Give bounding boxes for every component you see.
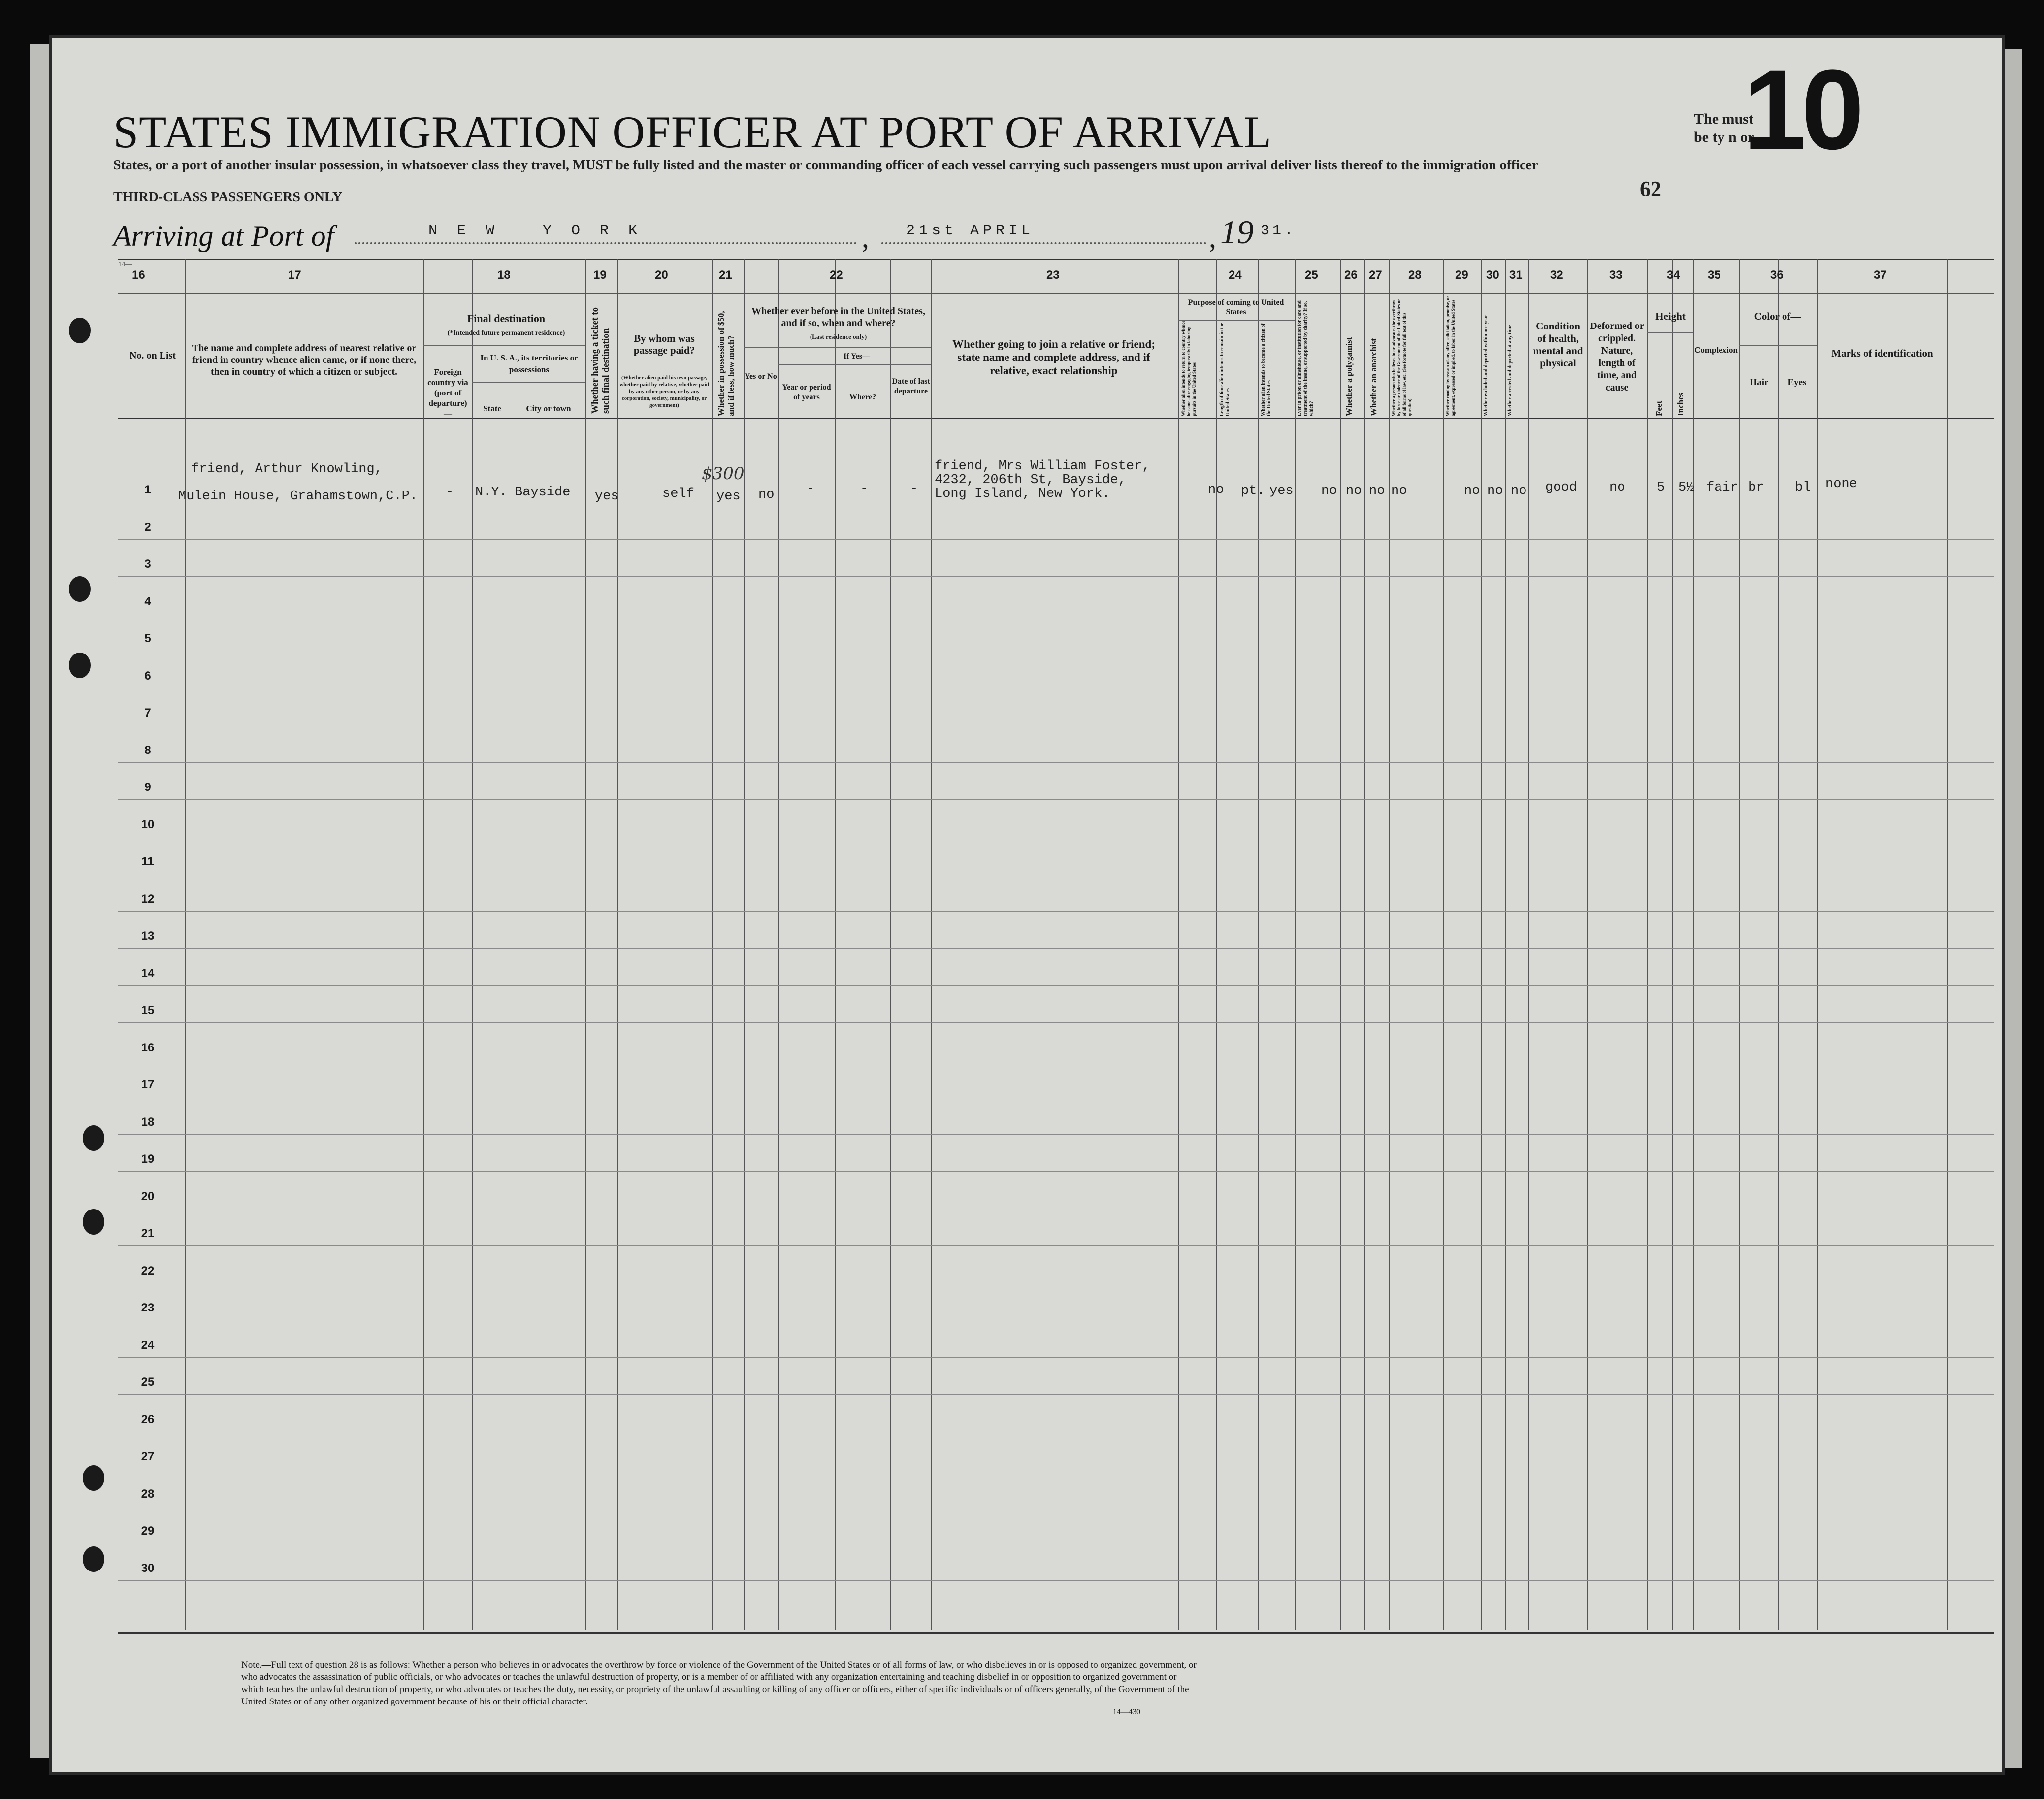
page-number: 62 — [1640, 177, 1661, 201]
column-number: 18 — [497, 268, 511, 282]
port-value: NEW YORK — [428, 223, 657, 239]
column-number: 27 — [1369, 268, 1382, 282]
binding-hole — [83, 1209, 104, 1235]
footnote: Note.—Full text of question 28 is as follows: Whether a person who believes in or advocates the overthrow by force or violence of the Government of the United States or of all forms of law, or who disbelieves in or is opposed to organized government, or who advocates the assassination of public officials, or who advocates or teaches the unlawful destruction of property, or is a member of or affiliated with any organization entertaining and teaching disbelief in or opposition to organized government or which teaches the unlawful destruction of property, or who advocates or teaches the duty, necessity, or propriety of the unlawful assaulting or killing of any officer or officers, either of specific individuals or of officers generally, of the Government of the United States or of any other organized government because of his or their official character. — [241, 1660, 1197, 1707]
foreign-country: - — [446, 485, 454, 500]
header-polygamist: Whether a polygamist — [1344, 337, 1354, 416]
subheader-rule — [744, 347, 931, 348]
excluded-value: no — [1487, 484, 1503, 498]
relative-line1: friend, Arthur Knowling, — [191, 462, 383, 477]
subheader-rule — [1739, 345, 1817, 346]
header-hair: Hair — [1750, 377, 1769, 388]
row-number: 21 — [141, 1227, 155, 1240]
row-number: 18 — [141, 1115, 155, 1129]
row-number: 17 — [141, 1078, 155, 1091]
column-number: 30 — [1486, 268, 1499, 282]
port-dotted-line — [355, 242, 857, 244]
typed-note-line1: The must — [1694, 111, 1753, 127]
header-final-destination: Final destination — [467, 312, 546, 325]
column-number: 16 — [132, 268, 145, 282]
health-value: good — [1545, 480, 1577, 495]
page-title: STATES IMMIGRATION OFFICER AT PORT OF ARRIVAL — [113, 107, 1272, 157]
date-departure-value: - — [910, 482, 918, 496]
header-citizen: Whether alien intends to become a citizen of the United States — [1261, 323, 1272, 416]
column-line — [1481, 259, 1482, 1630]
row-number: 20 — [141, 1189, 155, 1203]
column-line — [835, 259, 836, 1630]
header-final-note: (*Intended future permanent residence) — [447, 329, 565, 337]
column-line — [585, 259, 586, 1630]
row-number: 6 — [144, 669, 151, 683]
hair-value: br — [1748, 480, 1764, 495]
polygamist-value: no — [1346, 484, 1362, 498]
column-line — [1443, 259, 1444, 1630]
column-line — [617, 259, 618, 1630]
header-passage-note: (Whether alien paid his own passage, whether paid by relative, whether paid by any other person, or by any corporation, society, municipality, or government) — [619, 375, 709, 408]
column-number: 26 — [1344, 268, 1358, 282]
header-complexion: Complexion — [1694, 345, 1738, 355]
header-length: Length of time alien intends to remain in the United States — [1219, 323, 1231, 416]
header-q28: Whether a person who believes in or advocates the overthrow by force or violence of the Government of the United States or of all forms of law, etc. (See footnote for full text of this question) — [1391, 299, 1412, 416]
column-line — [1817, 259, 1818, 1630]
labor-value: no — [1464, 484, 1480, 498]
header-eyes: Eyes — [1787, 377, 1807, 388]
row-number: 4 — [144, 594, 151, 608]
header-foreign-country: Foreign country via (port of departure)— — [427, 367, 468, 418]
row-number: 9 — [144, 781, 151, 794]
before-us-value: no — [758, 488, 775, 502]
subheader-rule — [1647, 332, 1693, 333]
comma: , — [862, 221, 869, 254]
subheader-rule — [472, 382, 585, 383]
row-number: 14 — [141, 966, 155, 980]
deported-value: no — [1511, 484, 1527, 498]
header-date-departure: Date of last departure — [892, 377, 930, 395]
binding-hole — [69, 653, 91, 678]
money-handwritten: $300 — [702, 464, 745, 484]
header-usa: In U. S. A., its territories or possessions — [480, 353, 578, 374]
row-rule — [118, 799, 1994, 800]
page-right-edge — [2000, 49, 2022, 1768]
header-excluded: Whether excluded and deported within one year — [1483, 315, 1489, 416]
join-line1: friend, Mrs William Foster, — [935, 459, 1150, 474]
header-marks: Marks of identification — [1831, 347, 1933, 359]
date-value: 21st APRIL — [906, 223, 1035, 239]
header-passage: By whom was passage paid? — [633, 332, 695, 356]
inches-value: 5½ — [1678, 480, 1694, 495]
row-rule — [118, 539, 1994, 540]
header-purpose: Purpose of coming to United States — [1188, 298, 1284, 316]
row-rule — [118, 1134, 1994, 1135]
header-no-on-list: No. on List — [130, 350, 176, 361]
column-number: 33 — [1609, 268, 1622, 282]
row-number: 24 — [141, 1338, 155, 1352]
year-value: - — [807, 482, 815, 496]
column-number: 34 — [1667, 268, 1680, 282]
header-before-note: (Last residence only) — [810, 333, 867, 340]
subheader-rule — [1178, 320, 1295, 321]
header-deported: Whether arrested and deported at any time — [1507, 325, 1513, 416]
form-number: 14—430 — [1113, 1708, 1140, 1716]
binding-hole — [83, 1465, 104, 1491]
header-deformed: Deformed or crippled. Nature, length of time, and cause — [1590, 321, 1644, 393]
column-number: 36 — [1770, 268, 1784, 282]
header-if-yes: If Yes— — [843, 352, 871, 360]
row-number: 15 — [141, 1004, 155, 1017]
where-value: - — [860, 482, 869, 496]
binding-hole — [83, 1125, 104, 1151]
row-number: 10 — [141, 818, 155, 831]
column-number: 24 — [1229, 268, 1242, 282]
column-line — [1258, 259, 1259, 1630]
column-line — [472, 259, 473, 1630]
subheader-rule — [778, 364, 931, 365]
state-value: N.Y. — [475, 485, 507, 500]
column-number: 23 — [1046, 268, 1060, 282]
row-number: 1 — [144, 483, 151, 496]
row-rule — [118, 1171, 1994, 1172]
column-line — [778, 259, 779, 1630]
column-number: 35 — [1708, 268, 1721, 282]
date-dotted-line — [881, 242, 1206, 244]
city-value: Bayside — [515, 485, 571, 500]
feet-value: 5 — [1657, 480, 1665, 495]
row-number: 30 — [141, 1561, 155, 1575]
row-number: 25 — [141, 1375, 155, 1389]
anarchist-value: no — [1369, 484, 1385, 498]
header-bottom-rule — [118, 418, 1994, 419]
row-number: 16 — [141, 1041, 155, 1054]
header-where: Where? — [849, 393, 876, 401]
column-line — [1647, 259, 1648, 1630]
column-number: 21 — [719, 268, 732, 282]
year-suffix: 31. — [1261, 223, 1297, 239]
row-number: 12 — [141, 892, 155, 906]
arriving-label: Arriving at Port of — [113, 220, 334, 252]
header-yes-no: Yes or No — [745, 372, 777, 381]
column-line — [1389, 259, 1390, 1630]
row-number: 23 — [141, 1301, 155, 1314]
column-number: 20 — [655, 268, 668, 282]
header-anarchist: Whether an anarchist — [1369, 338, 1378, 416]
column-number: 37 — [1874, 268, 1887, 282]
column-line — [1216, 259, 1217, 1630]
row-number: 13 — [141, 929, 155, 943]
header-before-us: Whether ever before in the United States, and if so, when and where? — [751, 306, 925, 328]
citizen-value: yes — [1269, 484, 1294, 498]
join-line2: 4232, 206th St, Bayside, — [935, 473, 1126, 488]
header-join: Whether going to join a relative or friend; state name and complete address, and if relative, exact relationship — [952, 338, 1156, 377]
column-line — [423, 259, 424, 1630]
header-feet: Feet — [1655, 400, 1664, 416]
row-rule — [118, 1394, 1994, 1395]
relative-line2: Mulein House, Grahamstown,C.P. — [178, 489, 418, 504]
header-return: Whether alien intends to return to country whence he came after engaging temporarily in laboring pursuits in the United States — [1181, 320, 1197, 416]
column-line — [1947, 259, 1948, 1630]
row-number: 8 — [144, 743, 151, 757]
column-line — [1739, 259, 1740, 1630]
row-rule — [118, 1357, 1994, 1358]
column-line — [1178, 259, 1179, 1630]
header-color: Color of— — [1754, 310, 1801, 322]
header-health: Condition of health, mental and physical — [1533, 320, 1583, 369]
length-value: pt. — [1241, 484, 1265, 498]
row-number: 3 — [144, 557, 151, 571]
column-number: 19 — [593, 268, 607, 282]
row-rule — [118, 1022, 1994, 1023]
row-number: 19 — [141, 1152, 155, 1166]
column-line — [1587, 259, 1588, 1630]
comma: , — [1209, 221, 1216, 254]
column-number: 22 — [830, 268, 843, 282]
column-line — [1672, 259, 1673, 1630]
subtitle: States, or a port of another insular possession, in whatsoever class they travel, MUST be fully listed and the master or commanding officer of each vessel carrying such passengers must upon arrival deliver lists thereof to the immigration officer — [113, 158, 1538, 173]
header-money: Whether in possession of $50, and if less, how much? — [716, 311, 736, 416]
subheader-rule — [423, 345, 585, 346]
row-rule — [118, 762, 1994, 763]
row-number: 26 — [141, 1412, 155, 1426]
header-ticket: Whether having a ticket to such final destination — [590, 307, 611, 414]
column-line — [1340, 259, 1341, 1630]
header-height: Height — [1655, 310, 1686, 322]
prison-value: no — [1321, 484, 1337, 498]
row-number: 27 — [141, 1450, 155, 1463]
header-inches: Inches — [1676, 393, 1685, 416]
binding-hole — [69, 576, 91, 602]
row-rule — [118, 576, 1994, 577]
row-number: 7 — [144, 706, 151, 720]
corner-mark: 14— — [118, 261, 132, 268]
row-number: 28 — [141, 1487, 155, 1501]
column-number: 17 — [288, 268, 301, 282]
column-line — [931, 259, 932, 1630]
column-line — [1528, 259, 1529, 1630]
deformed-value: no — [1609, 480, 1625, 495]
typed-note-line2: be ty n or — [1694, 129, 1754, 145]
header-year: Year or period of years — [782, 383, 831, 401]
header-relative: The name and complete address of nearest relative or friend in country whence alien came, or if none there, then in country of which a citizen or subject. — [192, 343, 417, 377]
row-number: 5 — [144, 632, 151, 645]
row-rule — [118, 948, 1994, 949]
header-state: State — [483, 404, 501, 413]
header-divider — [118, 293, 1994, 294]
has-50-value: yes — [716, 489, 741, 504]
row-rule — [118, 985, 1994, 986]
binding-hole — [83, 1546, 104, 1572]
marks-value: none — [1825, 477, 1857, 491]
paid-by-value: self — [662, 487, 694, 501]
column-line — [1295, 259, 1296, 1630]
column-number: 32 — [1550, 268, 1563, 282]
column-line — [1693, 259, 1694, 1630]
binding-hole — [69, 318, 91, 343]
column-number: 28 — [1408, 268, 1422, 282]
class-line: THIRD-CLASS PASSENGERS ONLY — [113, 190, 343, 205]
header-prison: Ever in prison or almshouse, or institution for care and treatment of the insane, or supported by charity? If so, which? — [1297, 300, 1314, 416]
column-line — [1778, 259, 1779, 1630]
row-rule — [118, 1245, 1994, 1246]
column-number: 29 — [1455, 268, 1468, 282]
column-line — [1364, 259, 1365, 1630]
ticket-value: yes — [595, 489, 619, 504]
row-number: 22 — [141, 1264, 155, 1277]
column-line — [185, 259, 186, 1630]
column-number: 25 — [1305, 268, 1318, 282]
row-number: 11 — [141, 855, 154, 868]
column-line — [890, 259, 891, 1630]
eyes-value: bl — [1795, 480, 1811, 495]
row-rule — [118, 1580, 1994, 1581]
row-number: 2 — [144, 520, 151, 534]
row-rule — [118, 911, 1994, 912]
year-prefix: 19 — [1220, 213, 1254, 251]
row-number: 29 — [141, 1524, 155, 1537]
column-line — [1505, 259, 1506, 1630]
stamp-number: 10 — [1743, 46, 1859, 173]
header-city: City or town — [526, 404, 571, 413]
complexion-value: fair — [1706, 480, 1738, 495]
column-number: 31 — [1509, 268, 1523, 282]
join-line3: Long Island, New York. — [935, 487, 1110, 501]
return-value: no — [1208, 483, 1224, 497]
header-labor: Whether coming by reason of any offer, solicitation, promise, or agreement, expressed or implied, to labor in the United States — [1445, 296, 1456, 416]
q28-value: no — [1391, 484, 1407, 498]
